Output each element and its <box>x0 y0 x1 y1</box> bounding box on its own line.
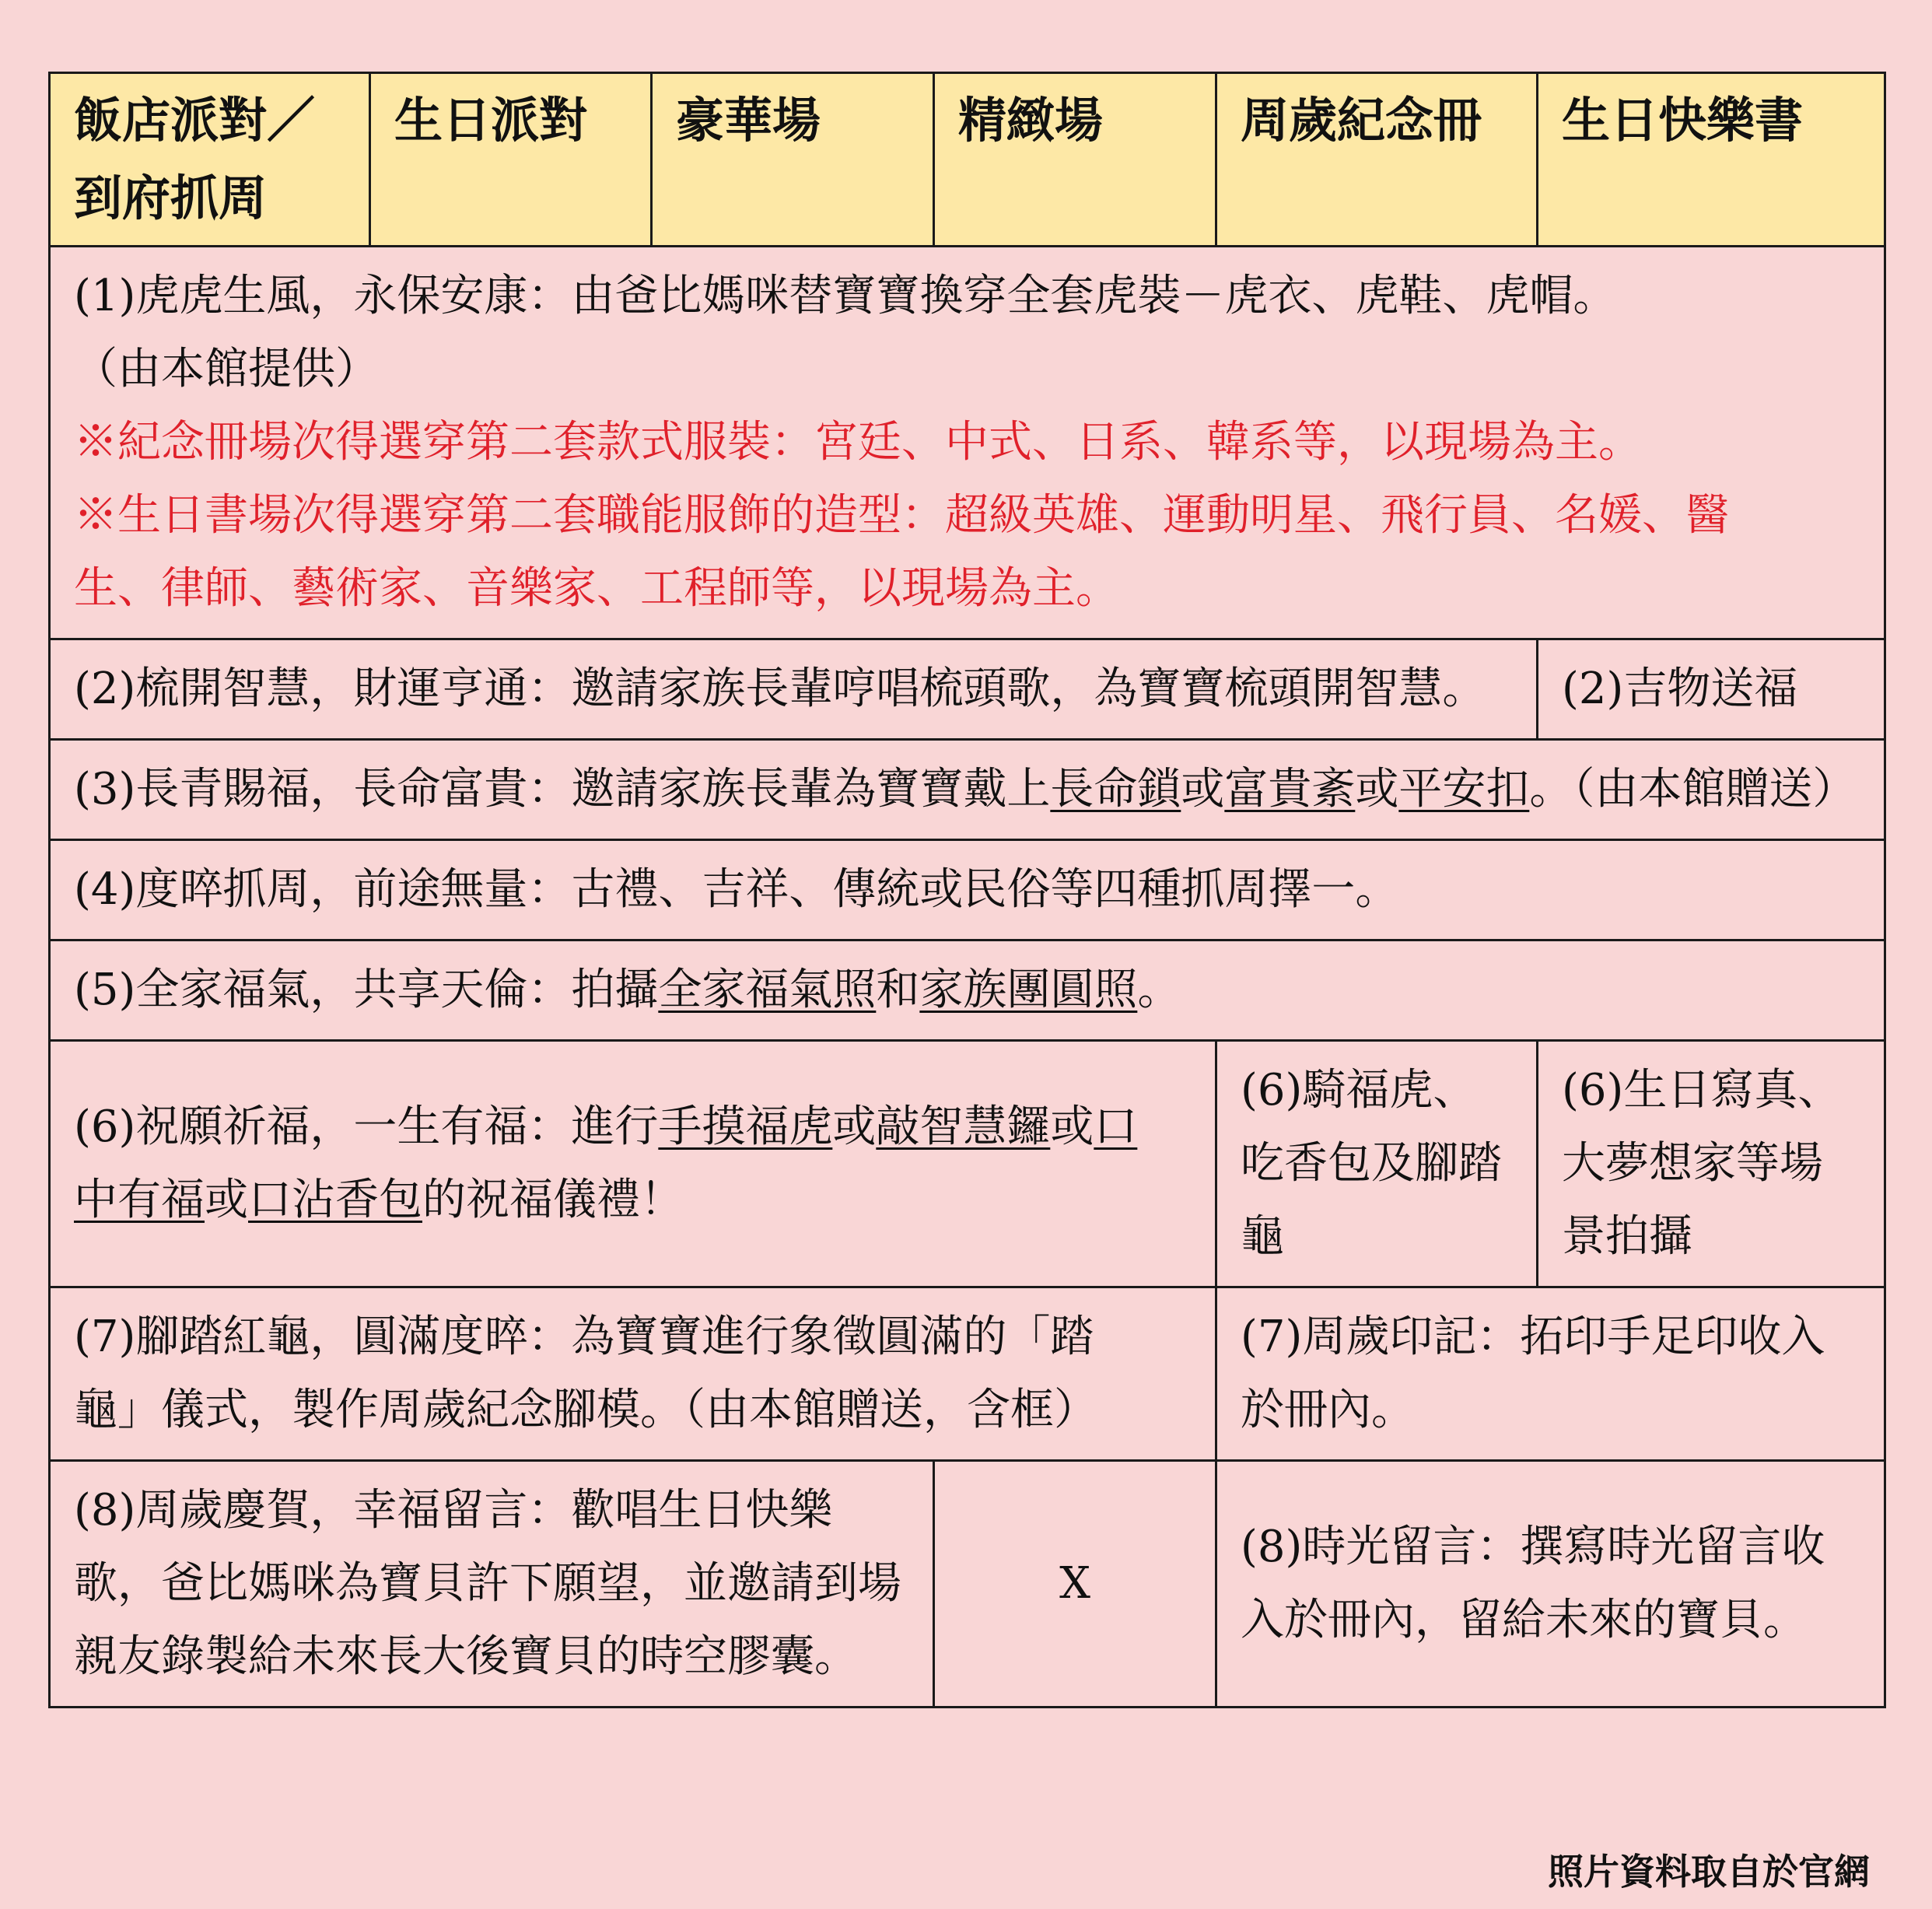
row-5-family-photo: 全家福氣照 <box>658 965 877 1015</box>
row-5-text-a: (5)全家福氣，共享天倫：拍攝 <box>74 965 659 1015</box>
row-8-main: (8)周歲慶賀，幸福留言：歡唱生日快樂歌，爸比媽咪為寶貝許下願望，並邀請到場親友錄製給未來長大後寶貝的時空膠囊。 <box>50 1461 934 1708</box>
row-8-side: (8)時光留言：撰寫時光留言收入於冊內，留給未來的寶貝。 <box>1216 1461 1885 1708</box>
header-hotel-party-line1: 飯店派對／ <box>74 92 316 149</box>
row-6-text-b: 的祝福儀禮！ <box>422 1175 684 1225</box>
row-5-text-b: 。 <box>1137 965 1181 1015</box>
row-1-note-birthday: ※生日書場次得選穿第二套職能服飾的造型：超級英雄、運動明星、飛行員、名媛、醫生、律師、藝術家、音樂家、工程師等，以現場為主。 <box>74 490 1729 614</box>
header-deluxe: 豪華場 <box>652 73 934 247</box>
row-3-item-lock: 長命鎖 <box>1050 764 1181 814</box>
header-memorial-book: 周歲紀念冊 <box>1216 73 1538 247</box>
row-6-or-2: 或 <box>1050 1102 1094 1152</box>
row-3-cell <box>50 740 1885 840</box>
row-1-line1: (1)虎虎生風，永保安康：由爸比媽咪替寶寶換穿全套虎裝－虎衣、虎鞋、虎帽。 <box>74 271 1617 321</box>
row-3-text-b: 。（由本館贈送） <box>1529 764 1857 814</box>
header-birthday-book: 生日快樂書 <box>1538 73 1885 247</box>
row-5-reunion-photo: 家族團圓照 <box>919 965 1138 1015</box>
row-1-line2: （由本館提供） <box>74 344 379 394</box>
row-6-birthday-book: (6)生日寫真、大夢想家等場景拍攝 <box>1538 1041 1885 1287</box>
row-5-cell <box>50 940 1885 1041</box>
row-6-main <box>50 1041 1216 1287</box>
row-3-item-bracelet: 富貴紊 <box>1224 764 1356 814</box>
photo-credit: 照片資料取自於官網 <box>1548 1851 1870 1893</box>
row-6-mouth-blessing: 口中有福 <box>74 1102 1138 1225</box>
row-6-scent-pouch: 口沾香包 <box>248 1175 422 1225</box>
row-6-or-3: 或 <box>205 1175 248 1225</box>
row-7-side: (7)周歲印記：拓印手足印收入於冊內。 <box>1216 1287 1885 1461</box>
row-6-touch-tiger: 手摸福虎 <box>658 1102 833 1152</box>
row-8-not-available: X <box>934 1461 1216 1708</box>
header-hotel-party <box>50 73 370 247</box>
row-1-cell <box>50 247 1885 639</box>
header-refined: 精緻場 <box>934 73 1216 247</box>
row-3-item-buckle: 平安扣 <box>1398 764 1530 814</box>
row-4 <box>50 840 1885 940</box>
row-6-or-1: 或 <box>832 1102 877 1152</box>
row-1 <box>50 247 1885 639</box>
row-2-main: (2)梳開智慧，財運亨通：邀請家族長輩哼唱梳頭歌，為寶寶梳頭開智慧。 <box>50 639 1538 740</box>
row-1-note-memorial: ※紀念冊場次得選穿第二套款式服裝：宮廷、中式、日系、韓系等，以現場為主。 <box>74 417 1642 468</box>
row-5 <box>50 940 1885 1041</box>
header-row <box>50 73 1885 247</box>
row-7 <box>50 1287 1885 1461</box>
row-6-wisdom-gong: 敲智慧鑼 <box>876 1102 1051 1152</box>
row-4-cell: (4)度晬抓周，前途無量：古禮、吉祥、傳統或民俗等四種抓周擇一。 <box>50 840 1885 940</box>
row-8 <box>50 1461 1885 1708</box>
row-6-memorial-book: (6)騎福虎、吃香包及腳踏龜 <box>1216 1041 1538 1287</box>
row-3 <box>50 740 1885 840</box>
row-2-side: (2)吉物送福 <box>1538 639 1885 740</box>
header-birthday-party: 生日派對 <box>370 73 652 247</box>
ceremony-table <box>48 72 1886 1708</box>
row-5-and: 和 <box>876 965 920 1015</box>
row-7-main: (7)腳踏紅龜，圓滿度晬：為寶寶進行象徵圓滿的「踏龜」儀式，製作周歲紀念腳模。（由本館贈送，含框） <box>50 1287 1216 1461</box>
header-hotel-party-line2: 到府抓周 <box>74 170 268 226</box>
row-3-or-2: 或 <box>1355 764 1399 814</box>
row-6 <box>50 1041 1885 1287</box>
row-3-or-1: 或 <box>1181 764 1225 814</box>
row-3-text-a: (3)長青賜福，長命富貴：邀請家族長輩為寶寶戴上 <box>74 764 1051 814</box>
row-6-text-a: (6)祝願祈福，一生有福：進行 <box>74 1102 659 1152</box>
row-2 <box>50 639 1885 740</box>
